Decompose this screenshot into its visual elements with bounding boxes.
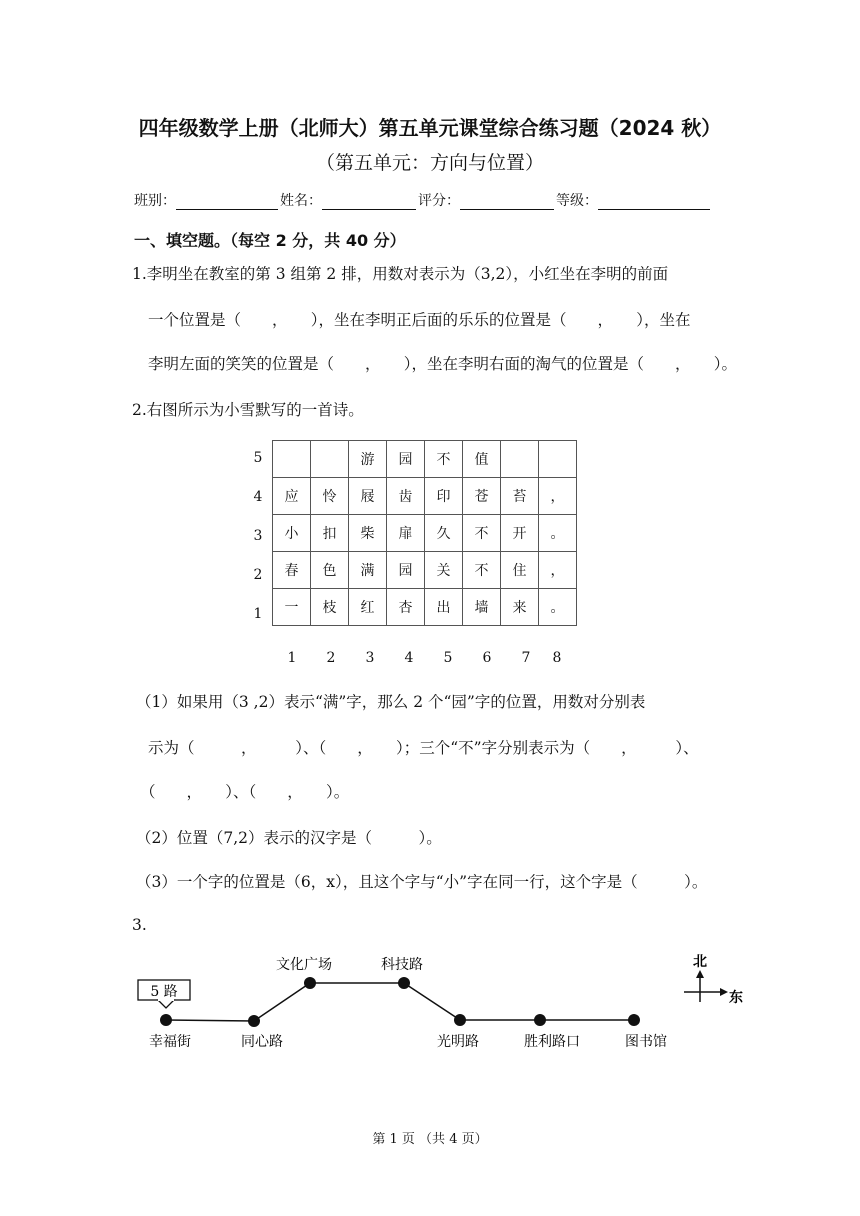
column-number: 6	[482, 650, 492, 666]
q1-line-3: 李明左面的笑笑的位置是（ ， ），坐在李明右面的淘气的位置是（ ， ）。	[148, 355, 738, 373]
grid-cell: 怜	[311, 478, 349, 515]
score-field[interactable]	[460, 195, 554, 210]
stop-dot	[454, 1014, 466, 1026]
grid-row	[273, 589, 577, 626]
grid-cell: 小	[273, 515, 311, 552]
grid-cell: 墙	[463, 589, 501, 626]
student-info-row	[134, 190, 712, 210]
grid-row	[273, 478, 577, 515]
grid-cell: 关	[425, 552, 463, 589]
q2-sub2: （2）位置（7,2）表示的汉字是（ ）。	[136, 829, 442, 847]
column-number: 1	[287, 650, 297, 666]
grid-cell	[273, 441, 311, 478]
q2-sub1-line-1: （1）如果用（3 ,2）表示“满”字，那么 2 个“园”字的位置，用数对分别表	[136, 693, 646, 711]
q3-number: 3.	[132, 916, 147, 934]
score-label: 评分：	[418, 193, 460, 209]
grid-cell: 枝	[311, 589, 349, 626]
grid-cell: 。	[539, 589, 577, 626]
bus-sign-label: 5 路	[150, 984, 178, 1000]
column-number: 8	[552, 650, 562, 666]
grid-cell: 不	[463, 515, 501, 552]
grid-cell: 值	[463, 441, 501, 478]
compass-east-label: 东	[729, 990, 743, 1006]
grid-cell: 屐	[349, 478, 387, 515]
grid-cell: 来	[501, 589, 539, 626]
name-field[interactable]	[322, 195, 416, 210]
compass-icon	[684, 954, 743, 1006]
grid-row	[273, 515, 577, 552]
q2-sub3: （3）一个字的位置是（6，x），且这个字与“小”字在同一行，这个字是（ ）。	[136, 873, 708, 891]
bus-route-map	[0, 940, 860, 1070]
q2-intro: 2.右图所示为小雪默写的一首诗。	[132, 401, 364, 419]
grid-cell: 扣	[311, 515, 349, 552]
grid-cell: 出	[425, 589, 463, 626]
q2-sub1-line-3: （ ， ）、（ ， ）。	[140, 783, 350, 801]
row-number: 4	[253, 489, 263, 505]
grid-cell: 不	[425, 441, 463, 478]
grid-cell: 开	[501, 515, 539, 552]
stop-label: 文化广场	[276, 957, 332, 973]
route-line	[166, 983, 634, 1021]
grid-cell: 色	[311, 552, 349, 589]
grid-cell: 杏	[387, 589, 425, 626]
stop-label: 光明路	[437, 1034, 479, 1050]
bus-sign-pointer	[158, 1000, 174, 1008]
stop-dot	[398, 977, 410, 989]
grid-row	[273, 441, 577, 478]
grid-cell: 住	[501, 552, 539, 589]
column-number: 5	[443, 650, 453, 666]
grid-cell: 游	[349, 441, 387, 478]
grid-cell: 不	[463, 552, 501, 589]
stop-label: 胜利路口	[524, 1034, 580, 1050]
column-number: 4	[404, 650, 414, 666]
column-number: 3	[365, 650, 375, 666]
compass-north-label: 北	[693, 954, 707, 970]
page-subtitle: （第五单元：方向与位置）	[315, 152, 544, 174]
row-number: 1	[253, 606, 263, 622]
grid-cell: 一	[273, 589, 311, 626]
page-title: 四年级数学上册（北师大）第五单元课堂综合练习题（2024 秋）	[138, 116, 722, 140]
grid-cell	[311, 441, 349, 478]
stop-label: 幸福街	[149, 1034, 191, 1050]
row-number: 5	[253, 450, 263, 466]
grid-cell: 齿	[387, 478, 425, 515]
grid-cell: 苍	[463, 478, 501, 515]
grid-cell	[501, 441, 539, 478]
grid-cell: 久	[425, 515, 463, 552]
stop-label: 同心路	[241, 1034, 283, 1050]
column-number: 7	[521, 650, 531, 666]
stop-dot	[160, 1014, 172, 1026]
grid-cell: 。	[539, 515, 577, 552]
stop-label: 科技路	[381, 957, 423, 973]
stop-dot	[304, 977, 316, 989]
poem-grid	[272, 440, 577, 626]
grid-cell: 柴	[349, 515, 387, 552]
grid-cell: ，	[539, 552, 577, 589]
grade-label: 等级：	[556, 193, 598, 209]
grid-row	[273, 552, 577, 589]
column-number: 2	[326, 650, 336, 666]
grade-field[interactable]	[598, 195, 710, 210]
grid-cell: ，	[539, 478, 577, 515]
q1-line-2: 一个位置是（ ， ），坐在李明正后面的乐乐的位置是（ ， ），坐在	[148, 311, 691, 329]
grid-cell: 应	[273, 478, 311, 515]
class-label: 班别：	[134, 193, 176, 209]
grid-cell: 扉	[387, 515, 425, 552]
class-field[interactable]	[176, 195, 278, 210]
q1-line-1: 1.李明坐在教室的第 3 组第 2 排，用数对表示为（3,2），小红坐在李明的前面	[132, 265, 669, 283]
grid-cell: 满	[349, 552, 387, 589]
grid-cell: 园	[387, 552, 425, 589]
grid-cell: 园	[387, 441, 425, 478]
grid-cell: 苔	[501, 478, 539, 515]
row-number: 2	[253, 567, 263, 583]
stop-label: 图书馆	[625, 1034, 667, 1050]
q2-sub1-line-2: 示为（ ， ）、（ ， ）；三个“不”字分别表示为（ ， ）、	[148, 739, 699, 757]
grid-cell: 红	[349, 589, 387, 626]
row-number: 3	[253, 528, 263, 544]
stop-dot	[248, 1015, 260, 1027]
stop-dot	[628, 1014, 640, 1026]
grid-cell: 春	[273, 552, 311, 589]
section-heading: 一、填空题。（每空 2 分，共 40 分）	[134, 231, 406, 250]
name-label: 姓名：	[280, 193, 322, 209]
stop-dot	[534, 1014, 546, 1026]
grid-cell	[539, 441, 577, 478]
grid-cell: 印	[425, 478, 463, 515]
page-footer: 第 1 页 （共 4 页）	[372, 1132, 488, 1147]
